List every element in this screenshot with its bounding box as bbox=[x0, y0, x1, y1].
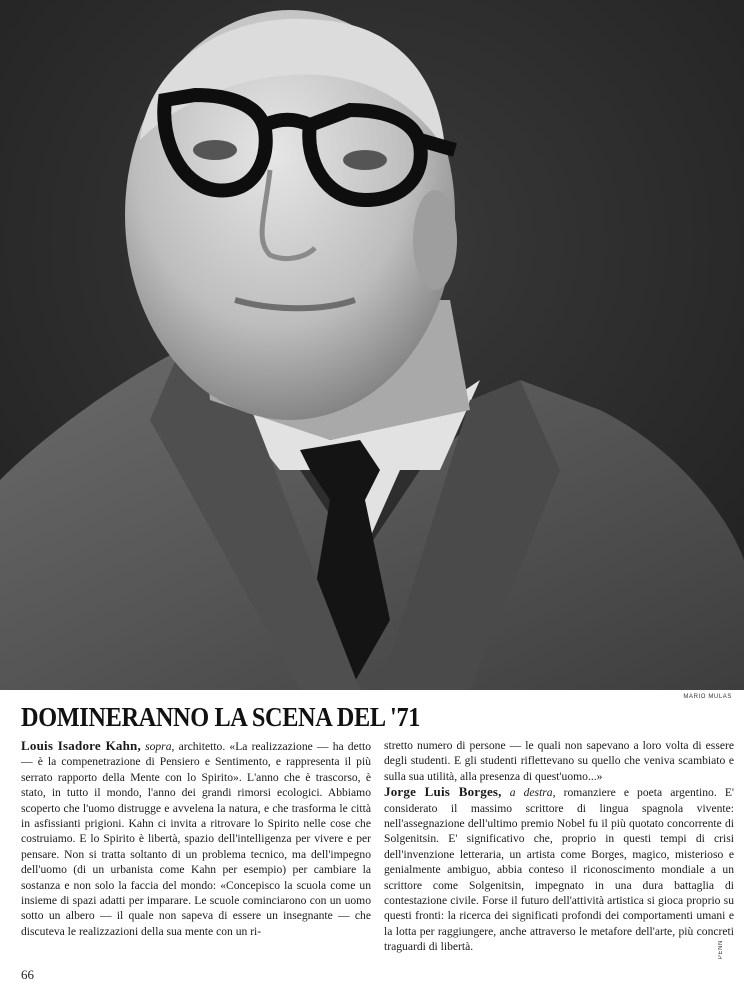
borges-role: a destra, bbox=[509, 786, 556, 800]
borges-paragraph bbox=[384, 784, 734, 954]
kahn-paragraph bbox=[21, 738, 371, 939]
kahn-name: Louis Isadore Kahn, bbox=[21, 738, 141, 753]
left-column bbox=[21, 738, 371, 939]
side-photo-credit: PENN bbox=[718, 940, 724, 960]
kahn-continuation: stretto numero di persone — le quali non sapevano a loro volta di essere degli studenti. E gli studenti riflettevano su quello che veniva scambiato e sulla sua utilità, alla presenza di quest'uomo...» bbox=[384, 739, 734, 783]
borges-text: romanziere e poeta argentino. E' considerato il massimo scrittore di lingua spagnola vivente: nell'assegnazione dell'ultimo premio Nobel fu il più quotato concorrente di Solgenitsin. E' significativo che, proprio in questi tempi di crisi dell'invenzione letteraria, un artista come Borges, magico, misterioso e genialmente ambiguo, abbia conteso il riconoscimento mondiale a un scrittore come Solgenitsin, impegnato in una dura battaglia di contestazione civile. Forse il futuro dell'attività artistica si gioca proprio su questi fronti: la ricerca dei significati profondi dei comportamenti umani e la lotta per raggiungere, anche attraverso le metafore dell'arte, più concreti traguardi di libertà. bbox=[384, 786, 734, 954]
right-column bbox=[384, 738, 734, 955]
kahn-text: architetto. «La realizzazione — ha detto — è la compenetrazione di Pensiero e Sentimento, e rappresenta il più serrato rapporto della Mente con lo Spirito». L'anno che è trascorso, è stato, in tutto il mondo, l'anno dei grandi rimorsi ecologici. Abbiamo scoperto che l'uomo distrugge e avvelena la natura, e che trasforma le città in asfissianti prigioni. Kahn ci invita a ritrovare lo Spirito nelle cose che costruiamo. E lo Spirito è libertà, spazio dell'intelligenza per vivere e per pensare. Non si tratta soltanto di un problema tecnico, ma dell'impegno dell'uomo (di un urbanista come Kahn per esempio) per cambiare la sostanza e non solo la faccia del mondo: «Concepisco la scuola come un insieme di spazi adatti per imparare. Le scuole cominciarono con un uomo sotto un albero — il quale non sapeva di essere un insegnante — che discuteva le realizzazioni della sua mente con un ri- bbox=[21, 740, 371, 938]
kahn-role: sopra, bbox=[145, 740, 175, 753]
page-number: 66 bbox=[21, 967, 34, 982]
page-headline: DOMINERANNO LA SCENA DEL '71 bbox=[21, 702, 421, 732]
borges-name: Jorge Luis Borges, bbox=[384, 784, 502, 800]
photo-credit: MARIO MULAS bbox=[683, 694, 732, 700]
